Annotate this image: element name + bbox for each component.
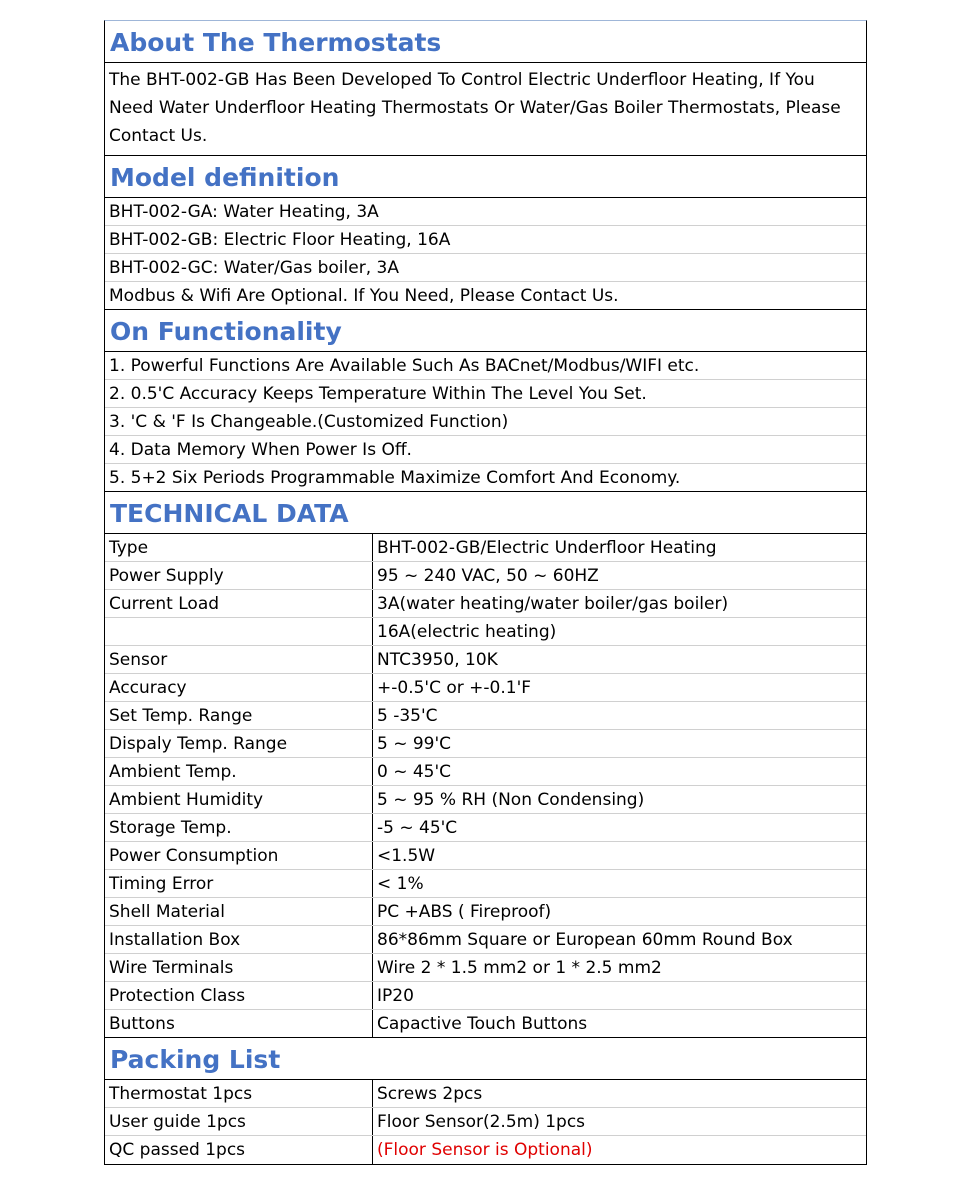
packing-heading: Packing List (105, 1038, 866, 1080)
row-value: Capactive Touch Buttons (377, 1014, 588, 1034)
row-value: Screws 2pcs (377, 1084, 483, 1104)
row-label: Sensor (105, 646, 373, 673)
functionality-list (105, 352, 866, 492)
technical-row (105, 982, 866, 1010)
model-line: Modbus & Wifi Are Optional. If You Need, Please Contact Us. (105, 282, 866, 310)
technical-row (105, 730, 866, 758)
technical-row (105, 618, 866, 646)
row-label: Thermostat 1pcs (105, 1080, 373, 1107)
technical-row (105, 758, 866, 786)
row-label: Power Consumption (105, 842, 373, 869)
technical-row (105, 674, 866, 702)
row-label: Buttons (105, 1010, 373, 1037)
technical-row (105, 870, 866, 898)
technical-row (105, 562, 866, 590)
row-value: 0 ~ 45'C (377, 762, 452, 782)
row-value: 5 ~ 95 % RH (Non Condensing) (377, 790, 645, 810)
row-value: 16A(electric heating) (377, 622, 557, 642)
row-value: 95 ~ 240 VAC, 50 ~ 60HZ (377, 566, 599, 586)
function-line: 4. Data Memory When Power Is Off. (105, 436, 866, 464)
model-line: BHT-002-GA: Water Heating, 3A (105, 198, 866, 226)
technical-row (105, 534, 866, 562)
model-line: BHT-002-GB: Electric Floor Heating, 16A (105, 226, 866, 254)
technical-heading: TECHNICAL DATA (105, 492, 866, 534)
technical-row (105, 954, 866, 982)
spec-sheet (104, 20, 867, 1165)
row-value: PC +ABS ( Fireproof) (377, 902, 552, 922)
technical-row (105, 590, 866, 618)
row-value: 5 -35'C (377, 706, 438, 726)
technical-row (105, 926, 866, 954)
model-heading: Model definition (105, 156, 866, 198)
technical-row (105, 842, 866, 870)
packing-row (105, 1080, 866, 1108)
row-label: Wire Terminals (105, 954, 373, 981)
model-line: BHT-002-GC: Water/Gas boiler, 3A (105, 254, 866, 282)
optional-note: (Floor Sensor is Optional) (377, 1140, 593, 1160)
technical-row (105, 702, 866, 730)
packing-row (105, 1108, 866, 1136)
row-value: < 1% (377, 874, 424, 894)
row-label: Protection Class (105, 982, 373, 1009)
row-label: Dispaly Temp. Range (105, 730, 373, 757)
row-label: Installation Box (105, 926, 373, 953)
about-heading: About The Thermostats (105, 21, 866, 63)
row-value: <1.5W (377, 846, 436, 866)
model-list (105, 198, 866, 310)
row-label: Ambient Temp. (105, 758, 373, 785)
row-value: Wire 2 * 1.5 mm2 or 1 * 2.5 mm2 (377, 958, 662, 978)
technical-row (105, 1010, 866, 1038)
technical-row (105, 786, 866, 814)
row-label: Power Supply (105, 562, 373, 589)
function-line: 3. 'C & 'F Is Changeable.(Customized Function) (105, 408, 866, 436)
function-line: 5. 5+2 Six Periods Programmable Maximize Comfort And Economy. (105, 464, 866, 492)
technical-row (105, 814, 866, 842)
row-value: Floor Sensor(2.5m) 1pcs (377, 1112, 586, 1132)
row-label: Timing Error (105, 870, 373, 897)
row-value: IP20 (377, 986, 414, 1006)
row-label (105, 618, 373, 645)
technical-row (105, 898, 866, 926)
row-label: Current Load (105, 590, 373, 617)
row-value: BHT-002-GB/Electric Underfloor Heating (377, 538, 717, 558)
row-label: Set Temp. Range (105, 702, 373, 729)
row-value: 5 ~ 99'C (377, 734, 452, 754)
row-label: Shell Material (105, 898, 373, 925)
row-label: Ambient Humidity (105, 786, 373, 813)
row-value: +-0.5'C or +-0.1'F (377, 678, 532, 698)
technical-row (105, 646, 866, 674)
row-label: QC passed 1pcs (105, 1136, 373, 1164)
row-label: Type (105, 534, 373, 561)
row-value: 86*86mm Square or European 60mm Round Box (377, 930, 793, 950)
function-line: 1. Powerful Functions Are Available Such As BACnet/Modbus/WIFI etc. (105, 352, 866, 380)
about-text: The BHT-002-GB Has Been Developed To Control Electric Underfloor Heating, If You Need Water Underfloor Heating Thermostats Or Water/Gas Boiler Thermostats, Please Contact Us. (105, 63, 866, 156)
row-value: -5 ~ 45'C (377, 818, 458, 838)
row-label: User guide 1pcs (105, 1108, 373, 1135)
packing-row (105, 1136, 866, 1164)
row-value: NTC3950, 10K (377, 650, 498, 670)
function-line: 2. 0.5'C Accuracy Keeps Temperature Within The Level You Set. (105, 380, 866, 408)
technical-table (105, 534, 866, 1038)
functionality-heading: On Functionality (105, 310, 866, 352)
row-label: Storage Temp. (105, 814, 373, 841)
packing-table (105, 1080, 866, 1164)
row-label: Accuracy (105, 674, 373, 701)
row-value: 3A(water heating/water boiler/gas boiler) (377, 594, 729, 614)
